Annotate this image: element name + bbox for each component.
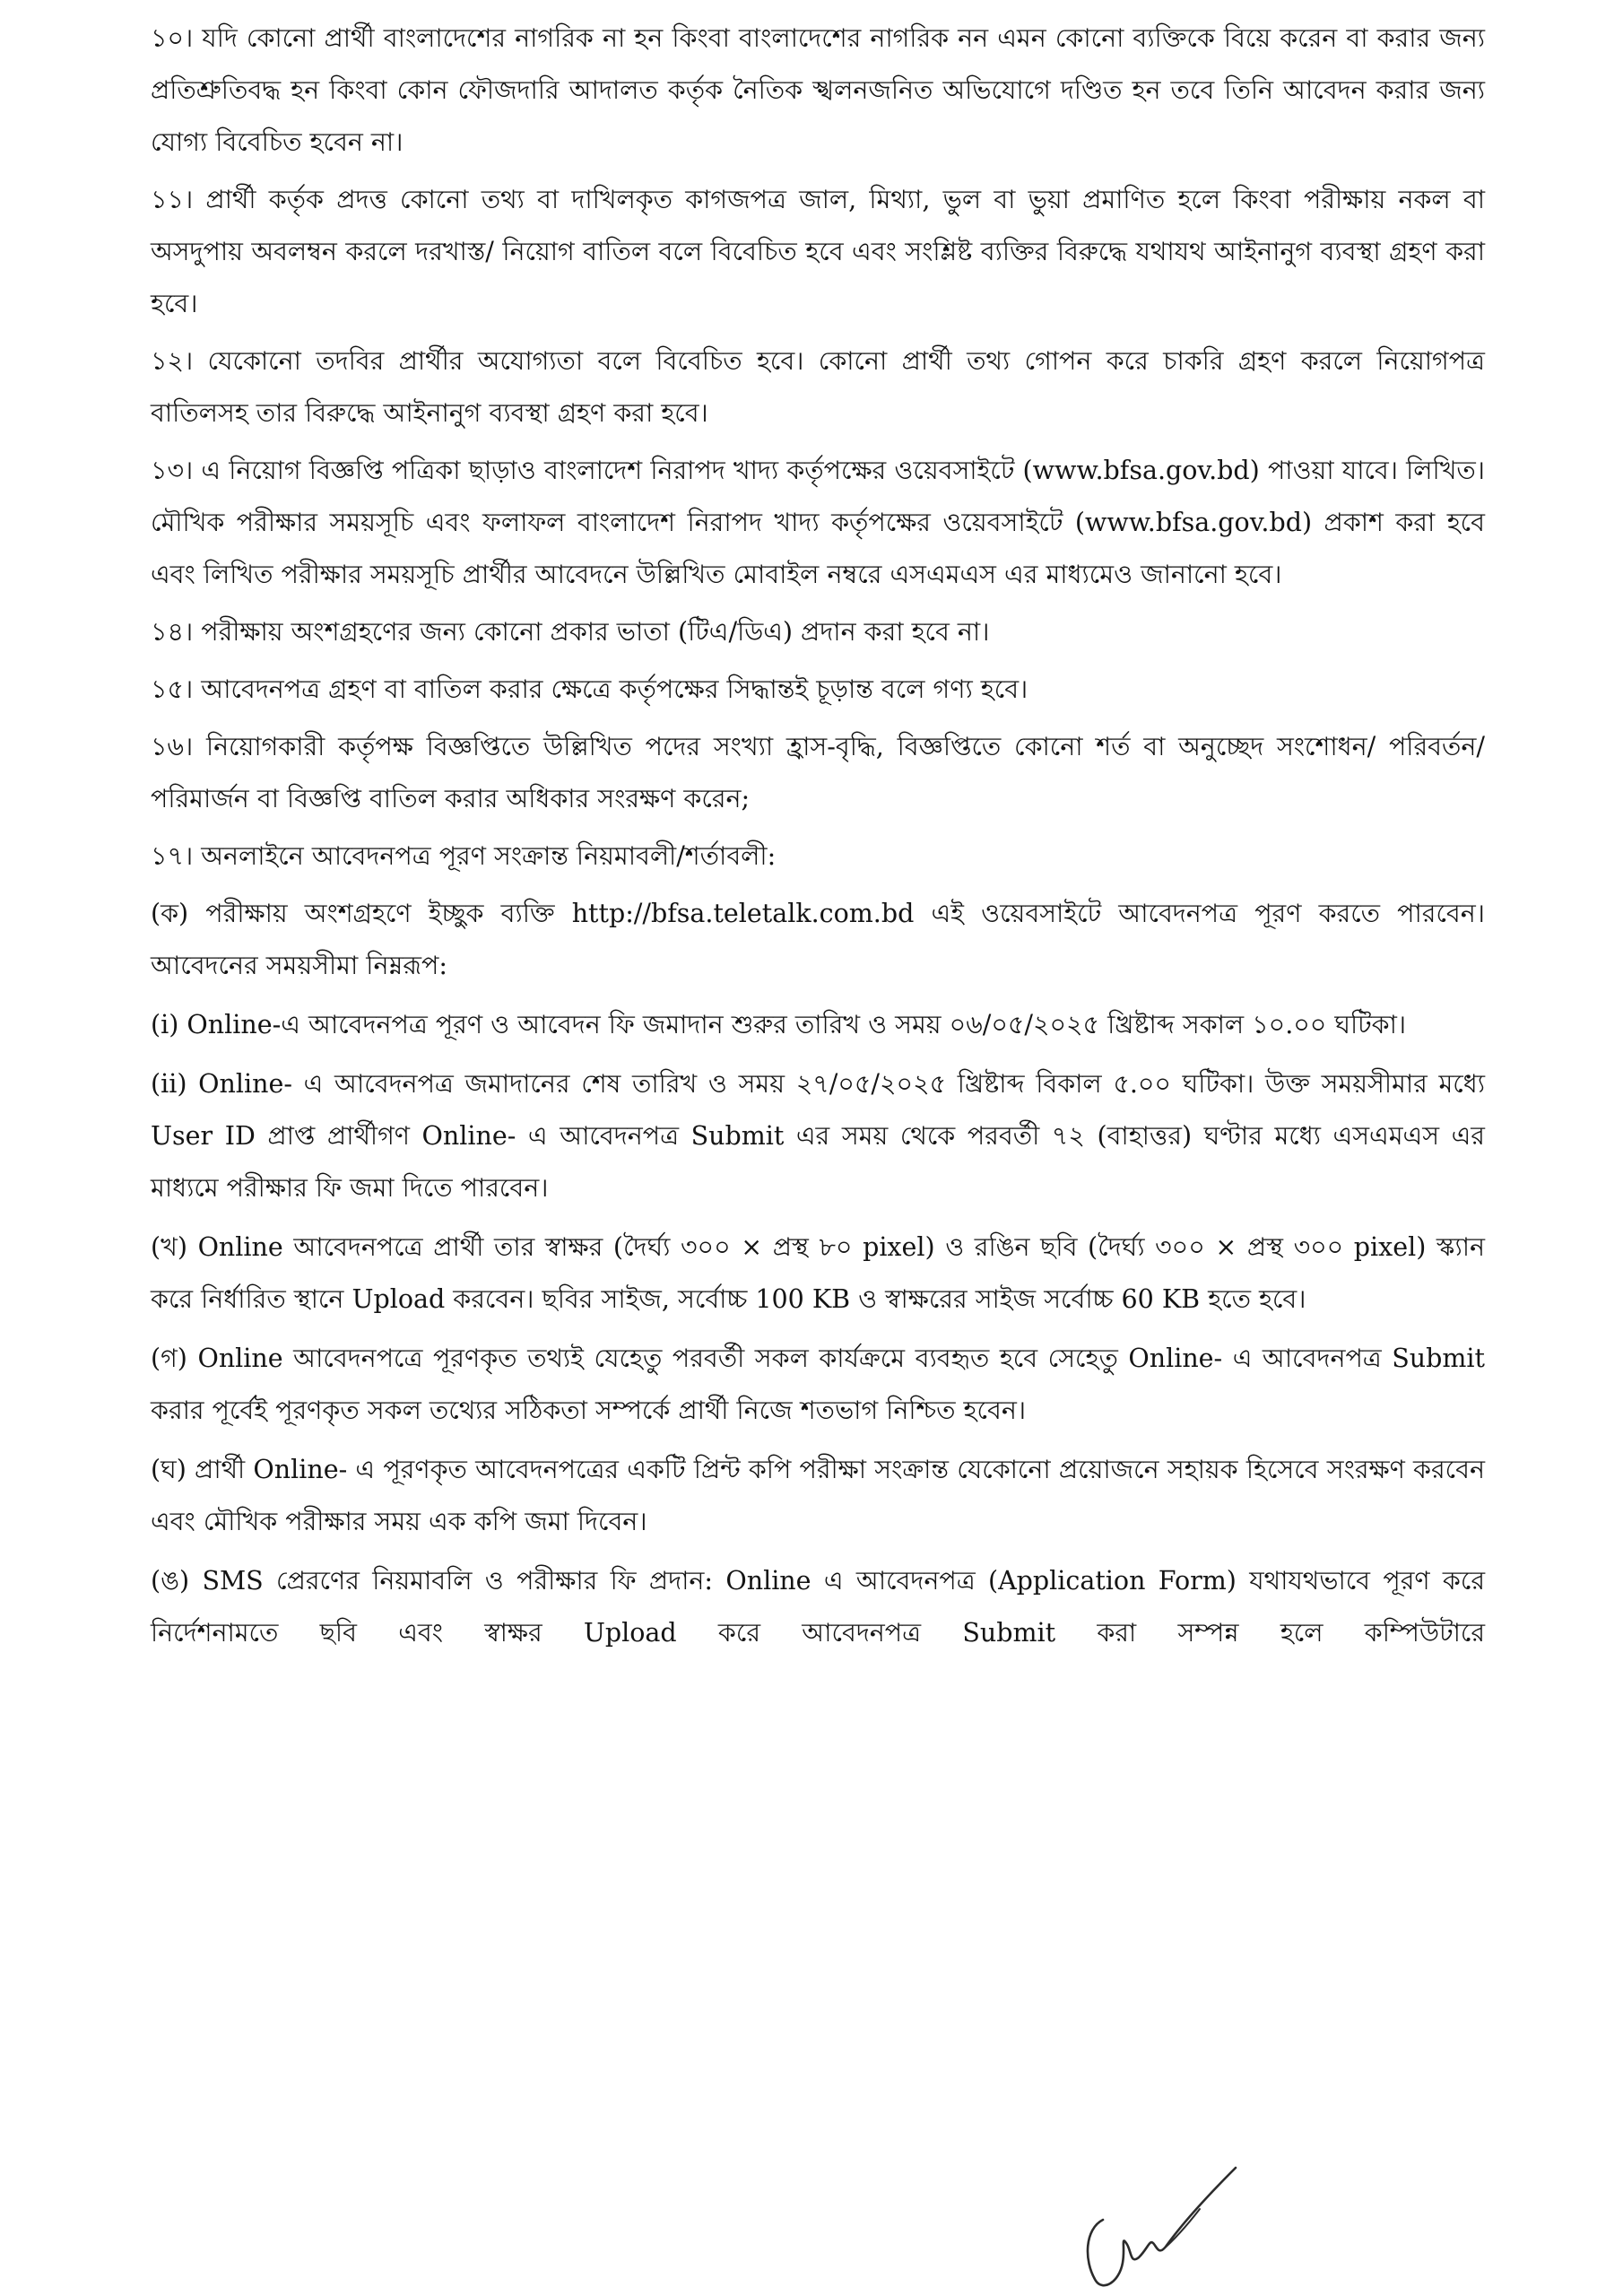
clause-11: ১১। প্রার্থী কর্তৃক প্রদত্ত কোনো তথ্য বা দাখিলকৃত কাগজপত্র জাল, মিথ্যা, ভুল বা ভুয়া প্রমাণিত হলে কিংবা পরীক্ষায় নকল বা অসদুপায় অবলম্বন করলে দরখাস্ত/ নিয়োগ বাতিল বলে বিবেচিত হবে এবং সংশ্লিষ্ট ব্যক্তির বিরুদ্ধে যথাযথ আইনানুগ ব্যবস্থা গ্রহণ করা হবে। bbox=[151, 185, 1485, 318]
signature-stroke bbox=[1088, 2168, 1236, 2285]
document-body bbox=[151, 13, 1485, 1666]
subclause-kha: (খ) Online আবেদনপত্রে প্রার্থী তার স্বাক্ষর (দৈর্ঘ্য ৩০০ × প্রস্থ ৮০ pixel) ও রঙিন ছবি (দৈর্ঘ্য ৩০০ × প্রস্থ ৩০০ pixel) স্ক্যান করে নির্ধারিত স্থানে Upload করবেন। ছবির সাইজ, সর্বোচ্চ 100 KB ও স্বাক্ষরের সাইজ সর্বোচ্চ 60 KB হতে হবে। bbox=[151, 1232, 1485, 1314]
signature bbox=[1076, 2157, 1309, 2292]
subclause-umo: (ঙ) SMS প্রেরণের নিয়মাবলি ও পরীক্ষার ফি প্রদান: Online এ আবেদনপত্র (Application Form) যথাযথভাবে পূরণ করে নির্দেশনামতে ছবি এবং স্বাক্ষর Upload করে আবেদনপত্র Submit করা সম্পন্ন হলে কম্পিউটারে bbox=[151, 1566, 1485, 1648]
clause-10: ১০। যদি কোনো প্রার্থী বাংলাদেশের নাগরিক না হন কিংবা বাংলাদেশের নাগরিক নন এমন কোনো ব্যক্তিকে বিয়ে করেন বা করার জন্য প্রতিশ্রুতিবদ্ধ হন কিংবা কোন ফৌজদারি আদালত কর্তৃক নৈতিক স্খলনজনিত অভিযোগে দণ্ডিত হন তবে তিনি আবেদন করার জন্য যোগ্য বিবেচিত হবেন না। bbox=[151, 23, 1485, 157]
subclause-gha: (ঘ) প্রার্থী Online- এ পূরণকৃত আবেদনপত্রের একটি প্রিন্ট কপি পরীক্ষা সংক্রান্ত যেকোনো প্রয়োজনে সহায়ক হিসেবে সংরক্ষণ করবেন এবং মৌখিক পরীক্ষার সময় এক কপি জমা দিবেন। bbox=[151, 1455, 1485, 1536]
subclause-ii: (ii) Online- এ আবেদনপত্র জমাদানের শেষ তারিখ ও সময় ২৭/০৫/২০২৫ খ্রিষ্টাব্দ বিকাল ৫.০০ ঘটিকা। উক্ত সময়সীমার মধ্যে User ID প্রাপ্ত প্রার্থীগণ Online- এ আবেদনপত্র Submit এর সময় থেকে পরবর্তী ৭২ (বাহাত্তর) ঘণ্টার মধ্যে এসএমএস এর মাধ্যমে পরীক্ষার ফি জমা দিতে পারবেন। bbox=[151, 1069, 1485, 1203]
clause-14: ১৪। পরীক্ষায় অংশগ্রহণের জন্য কোনো প্রকার ভাতা (টিএ/ডিএ) প্রদান করা হবে না। bbox=[151, 617, 990, 647]
subclause-i: (i) Online-এ আবেদনপত্র পূরণ ও আবেদন ফি জমাদান শুরুর তারিখ ও সময় ০৬/০৫/২০২৫ খ্রিষ্টাব্দ সকাল ১০.০০ ঘটিকা। bbox=[151, 1010, 1407, 1039]
subclause-ka: (ক) পরীক্ষায় অংশগ্রহণে ইচ্ছুক ব্যক্তি http://bfsa.teletalk.com.bd এই ওয়েবসাইটে আবেদনপত্র পূরণ করতে পারবেন। আবেদনের সময়সীমা নিম্নরূপ: bbox=[151, 899, 1485, 980]
clause-15: ১৫। আবেদনপত্র গ্রহণ বা বাতিল করার ক্ষেত্রে কর্তৃপক্ষের সিদ্ধান্তই চূড়ান্ত বলে গণ্য হবে। bbox=[151, 674, 1028, 704]
clause-16: ১৬। নিয়োগকারী কর্তৃপক্ষ বিজ্ঞপ্তিতে উল্লিখিত পদের সংখ্যা হ্রাস-বৃদ্ধি, বিজ্ঞপ্তিতে কোনো শর্ত বা অনুচ্ছেদ সংশোধন/ পরিবর্তন/ পরিমার্জন বা বিজ্ঞপ্তি বাতিল করার অধিকার সংরক্ষণ করেন; bbox=[151, 732, 1485, 813]
clause-17: ১৭। অনলাইনে আবেদনপত্র পূরণ সংক্রান্ত নিয়মাবলী/শর্তাবলী: bbox=[151, 841, 777, 871]
signature-tail-stroke bbox=[1162, 2209, 1200, 2250]
clause-13: ১৩। এ নিয়োগ বিজ্ঞপ্তি পত্রিকা ছাড়াও বাংলাদেশ নিরাপদ খাদ্য কর্তৃপক্ষের ওয়েবসাইটে (www.bfsa.gov.bd) পাওয়া যাবে। লিখিত। মৌখিক পরীক্ষার সময়সূচি এবং ফলাফল বাংলাদেশ নিরাপদ খাদ্য কর্তৃপক্ষের ওয়েবসাইটে (www.bfsa.gov.bd) প্রকাশ করা হবে এবং লিখিত পরীক্ষার সময়সূচি প্রার্থীর আবেদনে উল্লিখিত মোবাইল নম্বরে এসএমএস এর মাধ্যমেও জানানো হবে। bbox=[151, 456, 1485, 589]
clause-12: ১২। যেকোনো তদবির প্রার্থীর অযোগ্যতা বলে বিবেচিত হবে। কোনো প্রার্থী তথ্য গোপন করে চাকরি গ্রহণ করলে নিয়োগপত্র বাতিলসহ তার বিরুদ্ধে আইনানুগ ব্যবস্থা গ্রহণ করা হবে। bbox=[151, 346, 1485, 428]
subclause-ga: (গ) Online আবেদনপত্রে পূরণকৃত তথ্যই যেহেতু পরবর্তী সকল কার্যক্রমে ব্যবহৃত হবে সেহেতু Online- এ আবেদনপত্র Submit করার পূর্বেই পূরণকৃত সকল তথ্যের সঠিকতা সম্পর্কে প্রার্থী নিজে শতভাগ নিশ্চিত হবেন। bbox=[151, 1344, 1485, 1425]
